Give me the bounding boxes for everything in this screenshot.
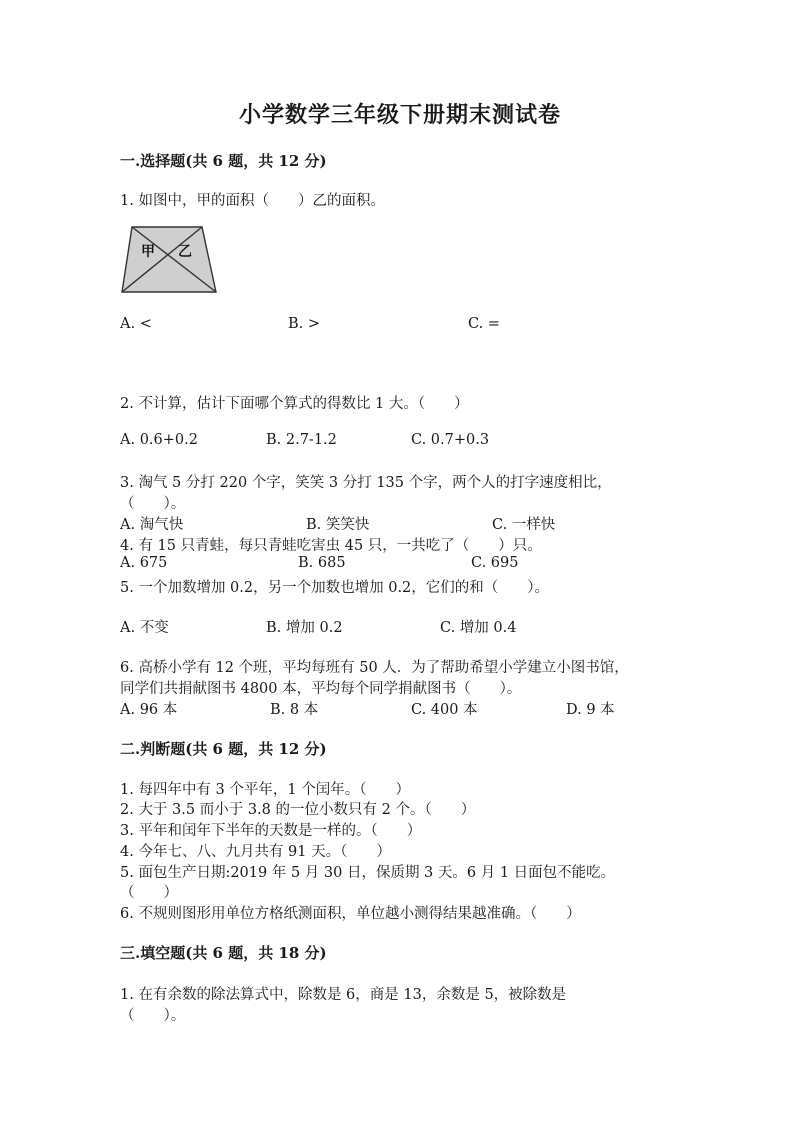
- q6-option-b: B. 8 本: [270, 702, 319, 718]
- judge-item-5-cont: （ ）: [120, 885, 178, 901]
- q4-option-a: A. 675: [120, 555, 168, 571]
- judge-item-4: 4. 今年七、八、九月共有 91 天。（ ）: [120, 844, 391, 860]
- figure-label-jia: 甲: [141, 244, 155, 260]
- q6-option-a: A. 96 本: [120, 702, 178, 718]
- fill-item-1: 1. 在有余数的除法算式中，除数是 6，商是 13，余数是 5，被除数是: [120, 987, 567, 1003]
- judge-item-5: 5. 面包生产日期:2019 年 5 月 30 日，保质期 3 天。6 月 1 日面包不能吃。: [120, 865, 616, 881]
- figure-label-yi: 乙: [178, 244, 192, 260]
- q6-option-d: D. 9 本: [566, 702, 615, 718]
- question-3-stem-cont: （ ）。: [120, 496, 186, 512]
- q5-option-a: A. 不变: [120, 620, 169, 636]
- q2-option-b: B. 2.7-1.2: [266, 432, 337, 448]
- q1-option-c: C. =: [468, 316, 500, 332]
- q3-option-b: B. 笑笑快: [306, 517, 370, 533]
- page-title: 小学数学三年级下册期末测试卷: [238, 102, 561, 128]
- question-5-stem: 5. 一个加数增加 0.2，另一个加数也增加 0.2，它们的和（ ）。: [120, 580, 550, 596]
- judge-item-2: 2. 大于 3.5 而小于 3.8 的一位小数只有 2 个。（ ）: [120, 802, 476, 818]
- q3-option-a: A. 淘气快: [120, 517, 184, 533]
- question-3-stem: 3. 淘气 5 分打 220 个字，笑笑 3 分打 135 个字，两个人的打字速度相比，: [120, 475, 612, 491]
- section-heading-choice: 一.选择题(共 6 题，共 12 分): [120, 152, 327, 170]
- fill-item-1-cont: （ ）。: [120, 1008, 186, 1024]
- q2-option-a: A. 0.6+0.2: [120, 432, 198, 448]
- question-6-stem-cont: 同学们共捐献图书 4800 本，平均每个同学捐献图书（ ）。: [120, 681, 522, 697]
- q6-option-c: C. 400 本: [411, 702, 478, 718]
- judge-item-6: 6. 不规则图形用单位方格纸测面积，单位越小测得结果越准确。（ ）: [120, 906, 581, 922]
- judge-item-3: 3. 平年和闰年下半年的天数是一样的。（ ）: [120, 823, 422, 839]
- judge-item-1: 1. 每四年中有 3 个平年，1 个闰年。（ ）: [120, 782, 410, 798]
- q2-option-c: C. 0.7+0.3: [411, 432, 490, 448]
- q5-option-b: B. 增加 0.2: [266, 620, 343, 636]
- q4-option-c: C. 695: [471, 555, 519, 571]
- section-heading-judge: 二.判断题(共 6 题，共 12 分): [120, 740, 327, 758]
- q1-option-b: B. >: [288, 316, 321, 332]
- question-4-stem: 4. 有 15 只青蛙，每只青蛙吃害虫 45 只，一共吃了（ ）只。: [120, 538, 542, 554]
- q3-option-c: C. 一样快: [492, 517, 556, 533]
- question-1-stem: 1. 如图中，甲的面积（ ）乙的面积。: [120, 193, 385, 209]
- question-6-stem: 6. 高桥小学有 12 个班，平均每班有 50 人．为了帮助希望小学建立小图书馆，: [120, 660, 629, 676]
- q4-option-b: B. 685: [298, 555, 346, 571]
- q1-option-a: A. <: [120, 316, 152, 332]
- section-heading-fill: 三.填空题(共 6 题，共 18 分): [120, 944, 327, 962]
- trapezoid-figure: [120, 222, 220, 296]
- question-2-stem: 2. 不计算，估计下面哪个算式的得数比 1 大。（ ）: [120, 396, 469, 412]
- q5-option-c: C. 增加 0.4: [440, 620, 517, 636]
